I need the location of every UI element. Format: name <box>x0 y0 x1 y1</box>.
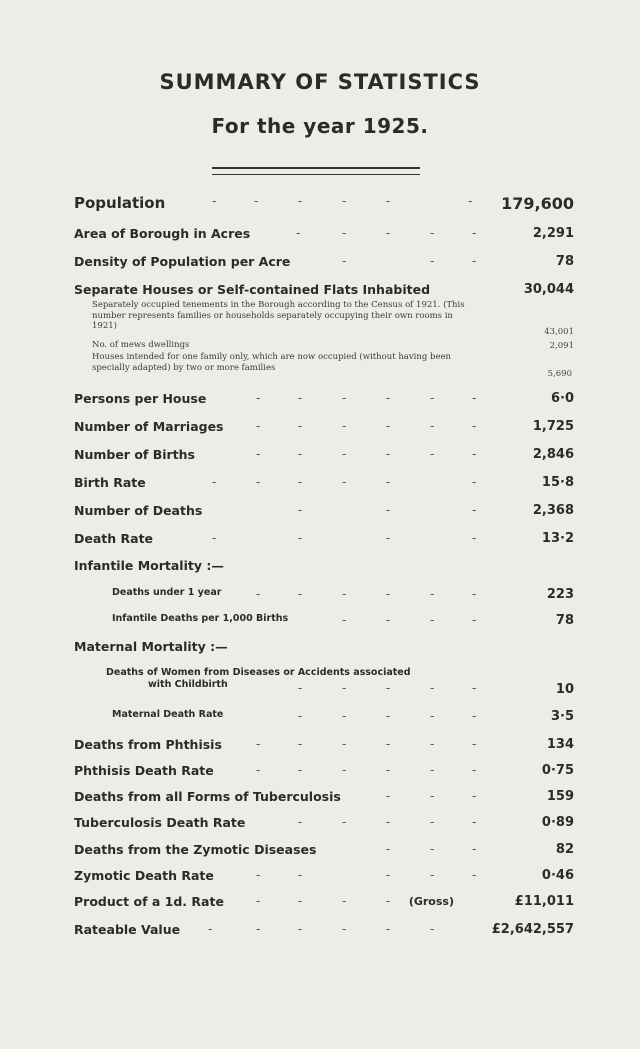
stat-label: Infantile Deaths per 1,000 Births <box>112 613 289 624</box>
stat-row-birth-rate: Birth Rate - - - - - - 15·8 <box>74 475 574 490</box>
page-subtitle: For the year 1925. <box>211 114 429 138</box>
note-tenements <box>92 300 482 342</box>
stat-value: 0·75 <box>541 763 574 778</box>
note-value: 5,690 <box>547 369 572 379</box>
stat-label: Number of Deaths <box>74 503 203 518</box>
note-label: No. of mews dwellings <box>92 340 190 350</box>
note-value: 43,001 <box>544 327 574 337</box>
stat-row-zymotic-deaths: Deaths from the Zymotic Diseases - - - 82 <box>74 842 574 857</box>
stat-value: 223 <box>546 587 574 602</box>
stat-label: Deaths from Phthisis <box>74 737 222 752</box>
stat-value: 2,291 <box>532 226 574 241</box>
stat-value: 1,725 <box>532 419 574 434</box>
stat-label: Zymotic Death Rate <box>74 868 214 883</box>
stat-value: 0·46 <box>541 868 574 883</box>
stat-label: Deaths under 1 year <box>112 587 222 598</box>
stat-row-deaths-under-1: Deaths under 1 year - - - - - - 223 <box>112 587 574 602</box>
stat-value: 78 <box>555 613 574 628</box>
stat-row-tb-rate: Tuberculosis Death Rate - - - - - 0·89 <box>74 815 574 830</box>
stat-row-births: Number of Births - - - - - - 2,846 <box>74 447 574 462</box>
stat-label: Deaths from all Forms of Tuberculosis <box>74 789 341 804</box>
note-label: Houses intended for one family only, which are now occupied (without having been specially adapted) by two or more families <box>92 352 451 373</box>
stat-label: Persons per House <box>74 391 207 406</box>
note-label: Separately occupied tenements in the Borough according to the Census of 1921. (This number represents families or households separately occupying their own rooms in 1921) <box>92 300 465 331</box>
stat-value: 10 <box>555 682 574 697</box>
stat-value: 0·89 <box>541 815 574 830</box>
stat-label: Birth Rate <box>74 475 146 490</box>
stat-row-persons-per-house: Persons per House - - - - - - 6·0 <box>74 391 574 406</box>
stat-row-death-rate: Death Rate - - - - 13·2 <box>74 531 574 546</box>
stat-label: Maternal Death Rate <box>112 709 224 720</box>
stat-value: 179,600 <box>501 194 574 213</box>
stat-value: 78 <box>555 254 574 269</box>
stat-row-rateable-value: Rateable Value - - - - - - £2,642,557 <box>74 922 574 937</box>
stat-value: 134 <box>546 737 574 752</box>
stat-row-density: Density of Population per Acre - - - 78 <box>74 254 574 269</box>
section-heading: Infantile Mortality :— <box>74 558 224 573</box>
section-heading: Maternal Mortality :— <box>74 639 228 654</box>
stat-label-line2: with Childbirth <box>148 679 228 690</box>
note-houses-two-families <box>92 352 477 373</box>
section-heading-maternal <box>74 639 574 659</box>
stat-value: £11,011 <box>514 894 574 909</box>
stat-label: Rateable Value <box>74 922 181 937</box>
stat-row-tb-deaths: Deaths from all Forms of Tuberculosis - - - 159 <box>74 789 574 804</box>
section-heading-infantile <box>74 558 574 578</box>
stat-label: Area of Borough in Acres <box>74 226 251 241</box>
double-rule-divider <box>212 167 420 175</box>
stat-value: 15·8 <box>541 475 574 490</box>
stat-value: 6·0 <box>550 391 574 406</box>
stat-value: 2,846 <box>532 447 574 462</box>
stat-value: £2,642,557 <box>491 922 574 937</box>
note-value: 2,091 <box>549 341 574 351</box>
stat-label: Phthisis Death Rate <box>74 763 214 778</box>
stat-label: Deaths from the Zymotic Diseases <box>74 842 317 857</box>
stat-value: 82 <box>555 842 574 857</box>
stat-label: Death Rate <box>74 531 154 546</box>
stat-value: 13·2 <box>541 531 574 546</box>
gross-qualifier: (Gross) <box>408 895 454 908</box>
stat-label: Product of a 1d. Rate <box>74 894 224 909</box>
stat-row-population: Population - - - - - - 179,600 <box>74 194 574 213</box>
stat-row-deaths: Number of Deaths - - - 2,368 <box>74 503 574 518</box>
stat-row-area: Area of Borough in Acres - - - - - 2,291 <box>74 226 574 241</box>
stat-row-phthisis-rate: Phthisis Death Rate - - - - - - 0·75 <box>74 763 574 778</box>
stat-label: Density of Population per Acre <box>74 254 291 269</box>
stat-row-phthisis-deaths: Deaths from Phthisis - - - - - - 134 <box>74 737 574 752</box>
page-title: SUMMARY OF STATISTICS <box>159 70 481 94</box>
stat-label: Number of Births <box>74 447 195 462</box>
stat-row-zymotic-rate: Zymotic Death Rate - - - - - 0·46 <box>74 868 574 883</box>
stat-row-marriages: Number of Marriages - - - - - - 1,725 <box>74 419 574 434</box>
note-mews <box>92 340 482 351</box>
stat-label: Number of Marriages <box>74 419 224 434</box>
stat-value: 2,368 <box>532 503 574 518</box>
stat-label: Separate Houses or Self-contained Flats Inhabited <box>74 282 431 297</box>
stat-row-maternal-rate: Maternal Death Rate - - - - - 3·5 <box>112 709 574 724</box>
stat-row-maternal-deaths: Deaths of Women from Diseases or Accidents associated with Childbirth - - - - - 10 <box>106 667 574 697</box>
stat-value: 30,044 <box>523 282 574 297</box>
stat-label: Population <box>74 194 166 212</box>
stat-value: 3·5 <box>550 709 574 724</box>
stat-row-infantile-per-1000: Infantile Deaths per 1,000 Births - - - - 78 <box>112 613 574 628</box>
stat-label-line1: Deaths of Women from Diseases or Accidents associated <box>106 667 411 678</box>
stat-row-rate-product: Product of a 1d. Rate - - - - (Gross) £11,011 <box>74 894 574 909</box>
stat-label: Tuberculosis Death Rate <box>74 815 246 830</box>
stat-row-separate-houses <box>74 282 574 302</box>
stat-value: 159 <box>546 789 574 804</box>
